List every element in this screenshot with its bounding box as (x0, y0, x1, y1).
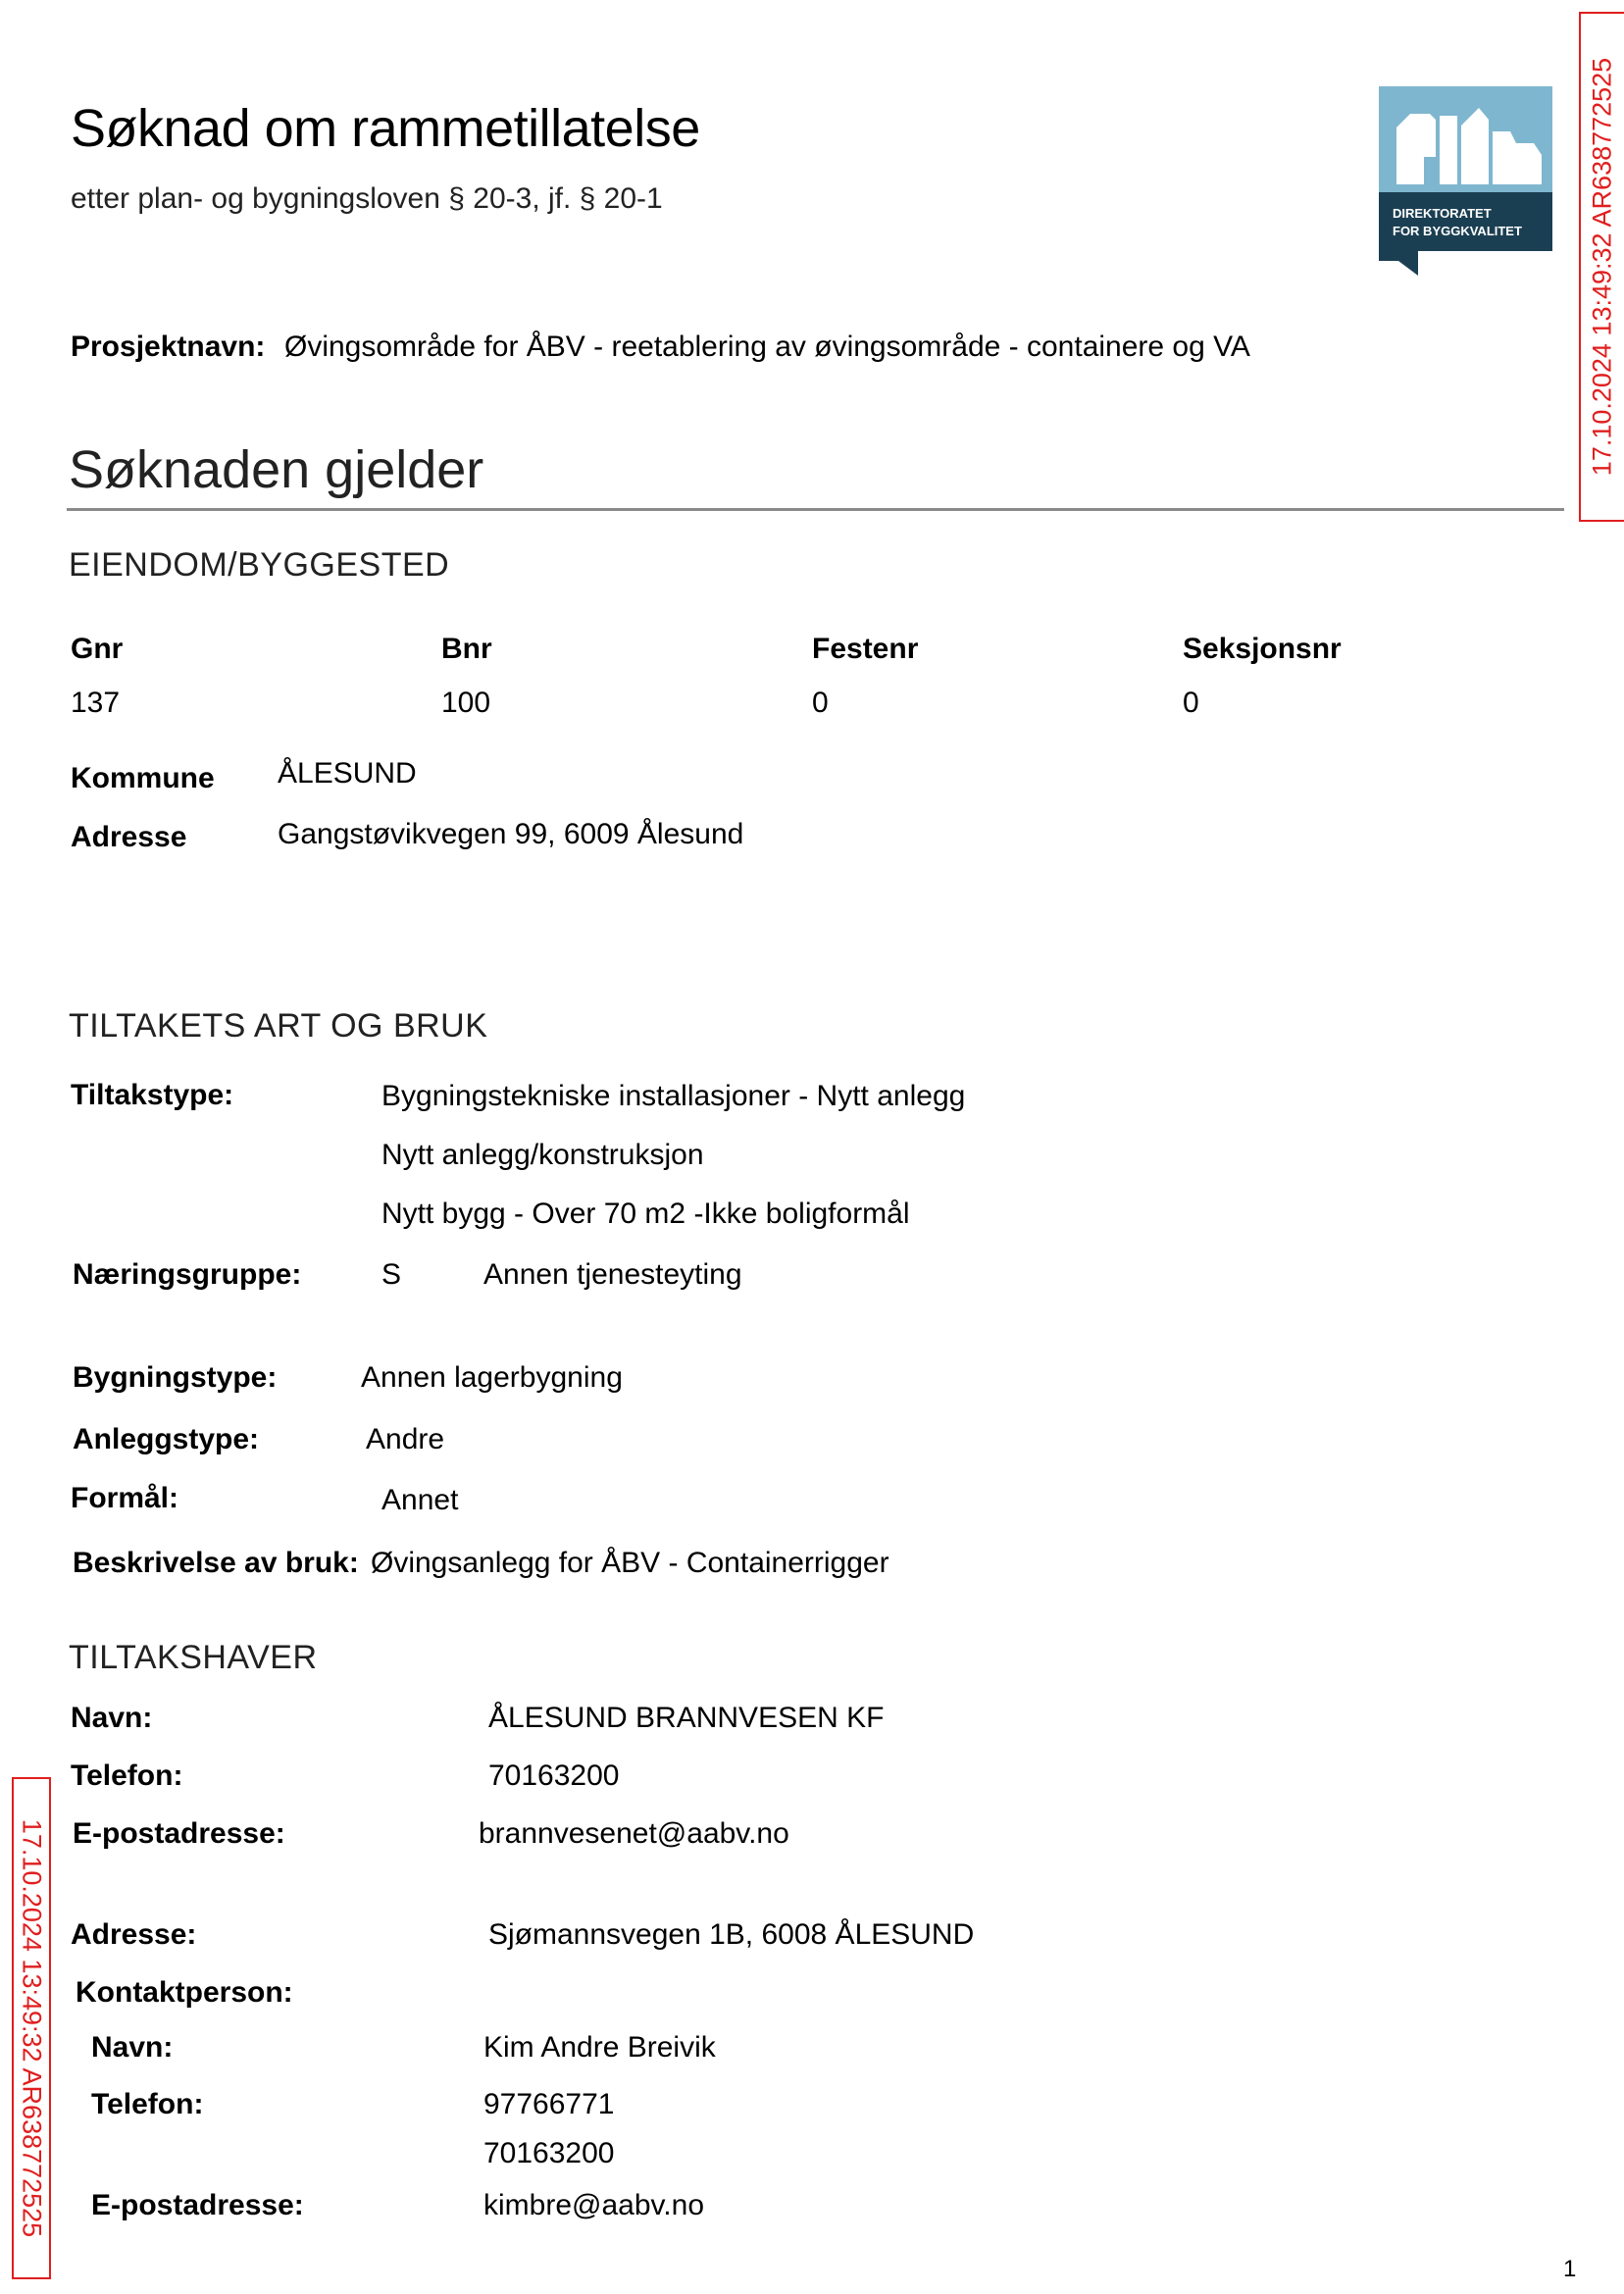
page-number: 1 (1563, 2256, 1577, 2282)
telefon-label: Telefon: (71, 1759, 183, 1792)
naeringsgruppe-label: Næringsgruppe: (73, 1258, 302, 1291)
beskrivelse-label: Beskrivelse av bruk: (73, 1547, 359, 1579)
kontakt-telefon-value-1: 97766771 (483, 2088, 615, 2120)
bygningstype-label: Bygningstype: (73, 1361, 278, 1394)
column-seksjonsnr: Seksjonsnr (1183, 633, 1342, 665)
column-gnr: Gnr (71, 633, 124, 665)
value-gnr: 137 (71, 687, 121, 719)
stamp-text: 17.10.2024 13:49:32 AR638772525 (1587, 57, 1617, 477)
receipt-stamp-top-right (1579, 12, 1624, 522)
kontakt-navn-value: Kim Andre Breivik (483, 2031, 716, 2064)
section-title: Søknaden gjelder (69, 440, 484, 499)
kontakt-epost-label: E-postadresse: (91, 2189, 304, 2221)
telefon-value: 70163200 (488, 1759, 620, 1792)
epost-value: brannvesenet@aabv.no (479, 1817, 789, 1850)
adresse-value: Gangstøvikvegen 99, 6009 Ålesund (278, 818, 744, 850)
adresse-label: Adresse: (71, 1918, 197, 1951)
receipt-stamp-left (12, 1777, 51, 2279)
naeringsgruppe-code: S (381, 1258, 402, 1291)
dibk-logo (1379, 86, 1552, 276)
navn-label: Navn: (71, 1702, 153, 1734)
naeringsgruppe-value: Annen tjenesteyting (483, 1258, 742, 1291)
kommune-label: Kommune (71, 762, 215, 794)
anleggstype-value: Andre (366, 1423, 445, 1455)
adresse-label: Adresse (71, 821, 187, 853)
page-subtitle: etter plan- og bygningsloven § 20-3, jf. § 20-1 (71, 182, 663, 215)
value-festenr: 0 (812, 687, 829, 719)
tiltakstype-value-2: Nytt anlegg/konstruksjon (381, 1139, 704, 1171)
section-divider (67, 508, 1564, 511)
project-label: Prosjektnavn: (71, 331, 266, 363)
page-title: Søknad om rammetillatelse (71, 99, 700, 158)
kontakt-telefon-label: Telefon: (91, 2088, 204, 2120)
formal-value: Annet (381, 1484, 459, 1516)
kontakt-telefon-value-2: 70163200 (483, 2137, 615, 2169)
kontakt-epost-value: kimbre@aabv.no (483, 2189, 704, 2221)
column-festenr: Festenr (812, 633, 919, 665)
tiltakstype-value-3: Nytt bygg - Over 70 m2 -Ikke boligformål (381, 1198, 910, 1230)
property-heading: EIENDOM/BYGGESTED (69, 546, 450, 584)
value-seksjonsnr: 0 (1183, 687, 1199, 719)
project-value: Øvingsområde for ÅBV - reetablering av øvingsområde - containere og VA (284, 331, 1250, 363)
tiltak-heading: TILTAKETS ART OG BRUK (69, 1007, 488, 1045)
logo-text-line1: DIREKTORATET (1393, 206, 1492, 221)
beskrivelse-value: Øvingsanlegg for ÅBV - Containerrigger (371, 1547, 889, 1579)
anleggstype-label: Anleggstype: (73, 1423, 260, 1455)
adresse-value: Sjømannsvegen 1B, 6008 ÅLESUND (488, 1918, 975, 1951)
value-bnr: 100 (441, 687, 491, 719)
bygningstype-value: Annen lagerbygning (361, 1361, 623, 1394)
kontaktperson-label: Kontaktperson: (76, 1976, 293, 2009)
formal-label: Formål: (71, 1482, 179, 1514)
tiltakstype-label: Tiltakstype: (71, 1079, 234, 1111)
kontakt-navn-label: Navn: (91, 2031, 174, 2064)
tiltakstype-value-1: Bygningstekniske installasjoner - Nytt anlegg (381, 1080, 966, 1112)
stamp-text: 17.10.2024 13:49:32 AR638772525 (17, 1818, 47, 2238)
tiltakshaver-heading: TILTAKSHAVER (69, 1639, 318, 1676)
kommune-value: ÅLESUND (278, 757, 417, 790)
navn-value: ÅLESUND BRANNVESEN KF (488, 1702, 885, 1734)
logo-text-line2: FOR BYGGKVALITET (1393, 224, 1522, 238)
column-bnr: Bnr (441, 633, 492, 665)
epost-label: E-postadresse: (73, 1817, 285, 1850)
